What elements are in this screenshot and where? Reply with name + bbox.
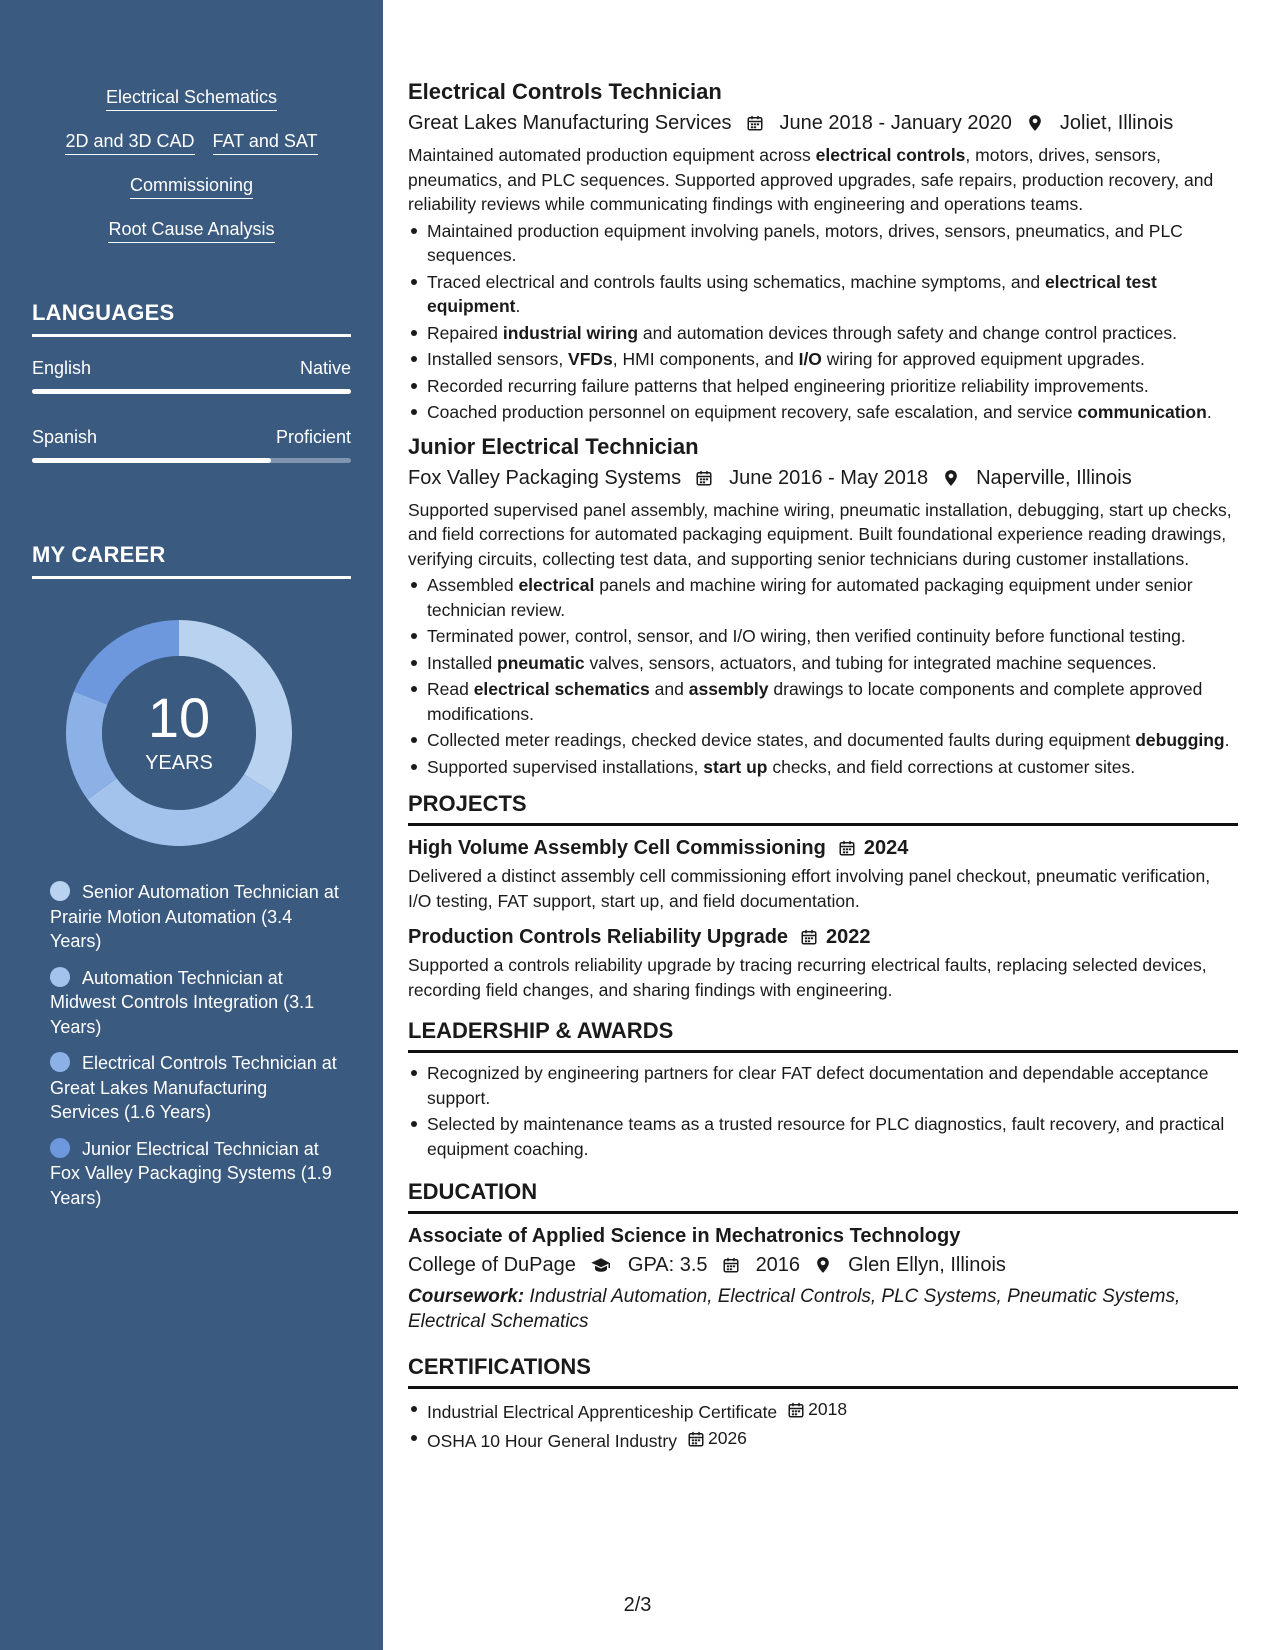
language-spanish <box>32 427 351 463</box>
job-summary: Maintained automated production equipment across electrical controls, motors, drives, sensors, pneumatics, and PLC sequences. Supported approved upgrades, safe repairs, production recovery, and reliability reviews while communicating findings with engineering and operations teams. <box>408 145 1214 214</box>
job-entry <box>408 76 1238 425</box>
skills-list <box>0 84 383 260</box>
skill-tag: Commissioning <box>130 172 253 199</box>
page-number: 2/3 <box>623 1594 652 1616</box>
legend-dot <box>50 881 70 901</box>
legend-dot <box>50 1052 70 1072</box>
career-legend-text: Senior Automation Technician at Prairie Motion Automation (3.4 Years) <box>50 882 339 951</box>
project-title: High Volume Assembly Cell Commissioning <box>408 837 826 859</box>
skill-tag: FAT and SAT <box>213 128 318 155</box>
job-company: Fox Valley Packaging Systems <box>408 466 682 489</box>
job-dates: June 2016 - May 2018 <box>729 466 929 489</box>
job-meta <box>408 463 1238 493</box>
skills-row <box>0 172 383 199</box>
education-gpa: GPA: 3.5 <box>627 1254 708 1276</box>
job-company: Great Lakes Manufacturing Services <box>408 112 732 134</box>
project-year: 2024 <box>863 837 909 859</box>
career-donut-chart <box>66 620 292 846</box>
certification-item <box>408 1426 1238 1453</box>
skills-row <box>0 84 383 111</box>
skill-tag: 2D and 3D CAD <box>65 128 194 155</box>
map-pin-icon <box>1026 114 1044 132</box>
coursework-label: Coursework: <box>408 1286 525 1307</box>
project-entry <box>408 923 1238 1002</box>
project-description: Supported a controls reliability upgrade by tracing recurring electrical faults, replacing selected devices, recording field changes, and sharing findings with engineering. <box>408 955 1207 1000</box>
calendar-icon <box>787 1401 804 1418</box>
bullet-item: Installed pneumatic valves, sensors, actuators, and tubing for integrated machine sequences. <box>408 651 1238 676</box>
leadership-list <box>408 1061 1238 1161</box>
bullet-item: Supported supervised installations, start up checks, and field corrections at customer sites. <box>408 755 1238 780</box>
certification-item <box>408 1397 1238 1424</box>
job-meta <box>408 108 1238 138</box>
languages-heading: LANGUAGES <box>32 300 351 337</box>
sidebar <box>0 0 383 1650</box>
bullet-item: Recognized by engineering partners for clear FAT defect documentation and dependable acceptance support. <box>408 1061 1238 1110</box>
career-legend <box>50 880 340 1222</box>
bullet-item: Coached production personnel on equipment recovery, safe escalation, and service communication. <box>408 400 1238 425</box>
language-proficiency-bar <box>32 458 351 463</box>
career-legend-item <box>50 1137 340 1211</box>
certification-year: 2018 <box>808 1399 848 1419</box>
skills-row <box>0 216 383 243</box>
main-content <box>408 76 1238 1456</box>
education-degree: Associate of Applied Science in Mechatronics Technology <box>408 1225 961 1247</box>
certification-name: Industrial Electrical Apprenticeship Certificate <box>427 1401 778 1422</box>
certification-year: 2026 <box>707 1428 747 1449</box>
language-proficiency-bar <box>32 389 351 394</box>
coursework-list: Industrial Automation, Electrical Controls, PLC Systems, Pneumatic Systems, Electrical Schematics <box>408 1286 1181 1332</box>
job-title: Electrical Controls Technician <box>408 79 722 104</box>
bullet-item: Selected by maintenance teams as a trusted resource for PLC diagnostics, fault recovery, and practical equipment coaching. <box>408 1112 1238 1161</box>
certification-name: OSHA 10 Hour General Industry <box>427 1431 677 1451</box>
calendar-icon <box>722 1256 740 1274</box>
career-years-unit: YEARS <box>145 752 213 774</box>
language-level: Native <box>299 358 351 378</box>
education-location: Glen Ellyn, Illinois <box>848 1254 1006 1276</box>
education-school: College of DuPage <box>408 1254 576 1276</box>
calendar-icon <box>800 928 818 946</box>
job-location: Joliet, Illinois <box>1059 112 1174 134</box>
career-legend-text: Electrical Controls Technician at Great Lakes Manufacturing Services (1.6 Years) <box>50 1053 337 1122</box>
map-pin-icon <box>814 1256 832 1274</box>
bullet-item: Installed sensors, VFDs, HMI components, and I/O wiring for approved equipment upgrades. <box>408 347 1238 372</box>
project-year: 2022 <box>826 926 871 948</box>
education-coursework <box>408 1284 1238 1334</box>
bullet-item: Recorded recurring failure patterns that helped engineering prioritize reliability improvements. <box>408 374 1238 399</box>
skill-tag: Electrical Schematics <box>106 84 277 111</box>
job-title: Junior Electrical Technician <box>408 433 699 459</box>
skills-row <box>0 128 383 155</box>
bullet-item: Read electrical schematics and assembly drawings to locate components and complete approved modifications. <box>408 677 1238 726</box>
language-proficiency-fill <box>32 458 271 463</box>
certifications-heading: CERTIFICATIONS <box>408 1352 1238 1389</box>
job-summary: Supported supervised panel assembly, machine wiring, pneumatic installation, debugging, start up checks, and field corrections for automated packaging equipment. Built foundational experience reading drawings, verifying circuits, collecting test data, and supporting senior technicians during customer installations. <box>408 499 1232 569</box>
project-title: Production Controls Reliability Upgrade <box>408 926 789 948</box>
job-bullets <box>408 573 1238 779</box>
bullet-item: Maintained production equipment involving panels, motors, drives, sensors, pneumatics, and PLC sequences. <box>408 219 1238 268</box>
skill-tag: Root Cause Analysis <box>108 216 274 243</box>
career-heading: MY CAREER <box>32 542 351 579</box>
education-heading: EDUCATION <box>408 1177 1238 1214</box>
bullet-item: Terminated power, control, sensor, and I/O wiring, then verified continuity before functional testing. <box>408 624 1238 649</box>
legend-dot <box>50 1138 70 1158</box>
calendar-icon <box>695 469 713 487</box>
job-dates: June 2018 - January 2020 <box>779 112 1012 134</box>
bullet-item: Repaired industrial wiring and automation devices through safety and change control practices. <box>408 321 1238 346</box>
job-location: Naperville, Illinois <box>976 466 1132 489</box>
projects-heading: PROJECTS <box>408 789 1238 826</box>
career-legend-text: Automation Technician at Midwest Controls Integration (3.1 Years) <box>50 967 315 1037</box>
language-proficiency-fill <box>32 389 351 394</box>
career-legend-item <box>50 880 340 954</box>
language-english <box>32 358 351 394</box>
legend-dot <box>50 967 70 987</box>
bullet-item: Collected meter readings, checked device states, and documented faults during equipment debugging. <box>408 728 1238 753</box>
career-years-number: 10 <box>147 686 211 749</box>
leadership-heading: LEADERSHIP & AWARDS <box>408 1016 1238 1053</box>
language-level: Proficient <box>275 427 351 447</box>
career-legend-item <box>50 1051 340 1125</box>
project-entry <box>408 834 1238 913</box>
calendar-icon <box>746 114 764 132</box>
project-description: Delivered a distinct assembly cell commissioning effort involving panel checkout, pneumatic verification, I/O testing, FAT support, start up, and field documentation. <box>408 866 1211 911</box>
education-entry <box>408 1222 1238 1334</box>
language-name: English <box>32 358 92 378</box>
job-bullets <box>408 219 1238 425</box>
graduation-cap-icon <box>590 1256 612 1274</box>
calendar-icon <box>838 839 856 857</box>
certifications-list <box>408 1397 1238 1454</box>
job-entry <box>408 431 1238 780</box>
education-year: 2016 <box>755 1254 801 1276</box>
career-legend-text: Junior Electrical Technician at Fox Valley Packaging Systems (1.9 Years) <box>50 1138 332 1208</box>
bullet-item: Traced electrical and controls faults using schematics, machine symptoms, and electrical test equipment. <box>408 270 1238 319</box>
bullet-item: Assembled electrical panels and machine wiring for automated packaging equipment under senior technician review. <box>408 573 1238 622</box>
map-pin-icon <box>942 469 960 487</box>
language-name: Spanish <box>32 427 98 447</box>
education-meta <box>408 1250 1238 1280</box>
calendar-icon <box>687 1430 704 1447</box>
career-legend-item <box>50 966 340 1040</box>
